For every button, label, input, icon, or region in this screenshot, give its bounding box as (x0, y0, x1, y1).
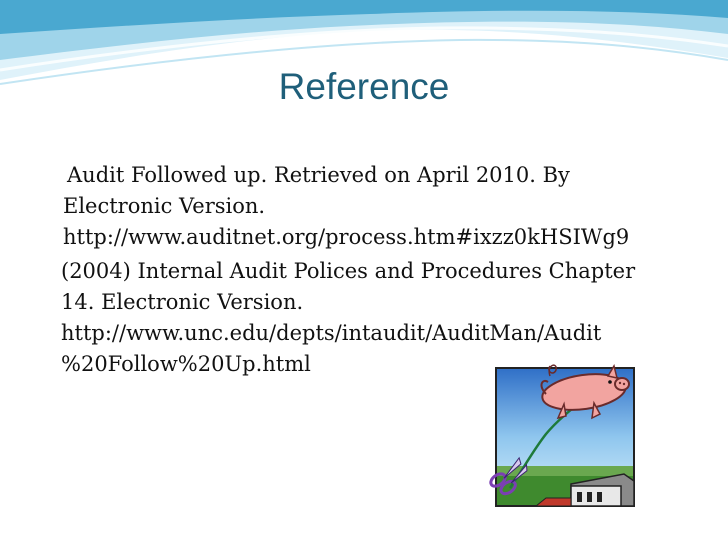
reference-line: 14. Electronic Version. (61, 290, 304, 314)
flying-pig-cut-string-icon (476, 356, 638, 514)
reference-list (63, 160, 683, 383)
reference-line: (2004) Internal Audit Polices and Procedures Chapter (61, 259, 636, 283)
reference-item (63, 160, 683, 253)
reference-url: http://www.auditnet.org/process.htm#ixzz0kHSIWg9 (63, 225, 630, 249)
reference-line: Audit Followed up. Retrieved on April 2010. By (67, 163, 570, 187)
reference-url: http://www.unc.edu/depts/intaudit/AuditMan/Audit (61, 321, 602, 345)
slide-title: Reference (278, 66, 450, 107)
reference-url: %20Follow%20Up.html (61, 352, 311, 376)
reference-line: Electronic Version. (63, 194, 266, 218)
